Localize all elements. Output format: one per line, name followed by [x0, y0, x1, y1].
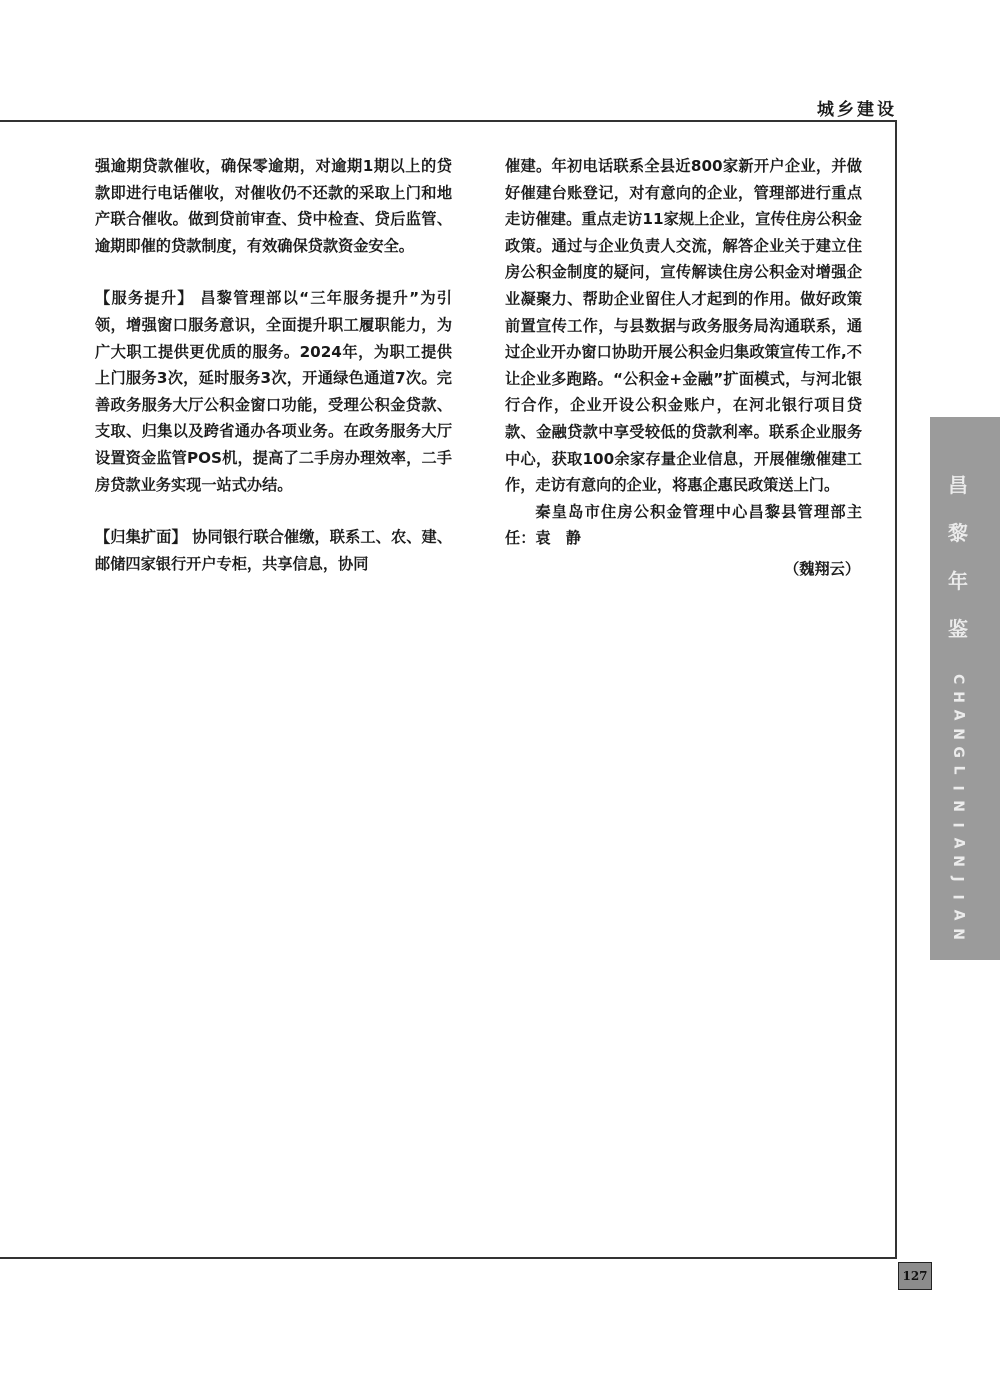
- right-rule: [895, 120, 897, 1258]
- side-letter: A: [950, 910, 967, 921]
- side-tab: [930, 417, 1000, 960]
- paragraph-collection-expansion: [95, 524, 452, 577]
- side-letter: G: [950, 746, 967, 758]
- side-letter: I: [950, 894, 967, 900]
- service-text: 昌黎管理部以“三年服务提升”为引领，增强窗口服务意识，全面提升职工履职能力，为广大职工提供更优质的服务。2024年，为职工提供上门服务3次，延时服务3次，开通绿色通道7次。完善政务服务大厅公积金窗口功能，受理公积金贷款、支取、归集以及跨省通办各项业务。在政务服务大厅设置资金监管POS机，提高了二手房办理效率，二手房贷款业务实现一站式办结。: [95, 289, 452, 494]
- bottom-rule: [0, 1257, 897, 1259]
- paragraph-enterprise-outreach: 催建。年初电话联系全县近800家新开户企业，并做好催建台账登记，对有意向的企业，管理部进行重点走访催建。重点走访11家规上企业，宣传住房公积金政策。通过与企业负责人交流，解答企业关于建立住房公积金制度的疑问，宣传解读住房公积金对增强企业凝聚力、帮助企业留住人才起到的作用。做好政策前置宣传工作，与县数据与政务服务局沟通联系，通过企业开办窗口协助开展公积金归集政策宣传工作,不让企业多跑路。“公积金+金融”扩面模式，与河北银行合作，企业开设公积金账户，在河北银行项目贷款、金融贷款中享受较低的贷款利率。联系企业服务中心，获取100余家存量企业信息，开展催缴催建工作，走访有意向的企业，将惠企惠民政策送上门。: [505, 157, 862, 495]
- side-letter: I: [950, 785, 967, 791]
- leader-line: 秦皇岛市住房公积金管理中心昌黎县管理部主任：袁 静: [505, 502, 862, 548]
- side-char: 昌: [948, 473, 968, 497]
- section-title: 城乡建设: [817, 100, 897, 120]
- section-tag-collection: 【归集扩面】: [95, 528, 187, 547]
- top-rule: [0, 120, 897, 122]
- page-number: 127: [898, 1262, 932, 1290]
- side-letter: A: [950, 710, 967, 721]
- side-letter: N: [950, 800, 967, 813]
- left-column: [95, 153, 452, 577]
- side-letter: J: [950, 876, 967, 882]
- side-letter: I: [950, 821, 967, 828]
- side-tab-title: [930, 469, 986, 661]
- side-letter: N: [950, 727, 967, 740]
- side-letter: A: [950, 837, 967, 849]
- section-tag-service: 【服务提升】: [95, 289, 194, 308]
- paragraph-loan-collection: 强逾期贷款催收，确保零逾期，对逾期1期以上的贷款即进行电话催收，对催收仍不还款的采取上门和地产联合催收。做到贷前审查、贷中检查、贷后监管、逾期即催的贷款制度，有效确保贷款资金安全。: [95, 157, 452, 255]
- collection-text: 协同银行联合催缴，联系工、农、建、邮储四家银行开户专柜，共享信息，协同: [95, 528, 453, 573]
- side-char: 鉴: [948, 617, 968, 641]
- right-column: [505, 153, 862, 583]
- paragraph-service: [95, 285, 452, 498]
- side-letter: L: [950, 765, 967, 775]
- side-letter: N: [950, 927, 967, 940]
- editor-credit: （魏翔云）: [784, 559, 860, 578]
- side-letter: N: [950, 855, 967, 867]
- side-letter: C: [950, 673, 967, 685]
- side-char: 年: [948, 569, 968, 593]
- side-tab-latin: [930, 670, 986, 943]
- side-char: 黎: [948, 521, 968, 545]
- side-letter: H: [950, 691, 967, 704]
